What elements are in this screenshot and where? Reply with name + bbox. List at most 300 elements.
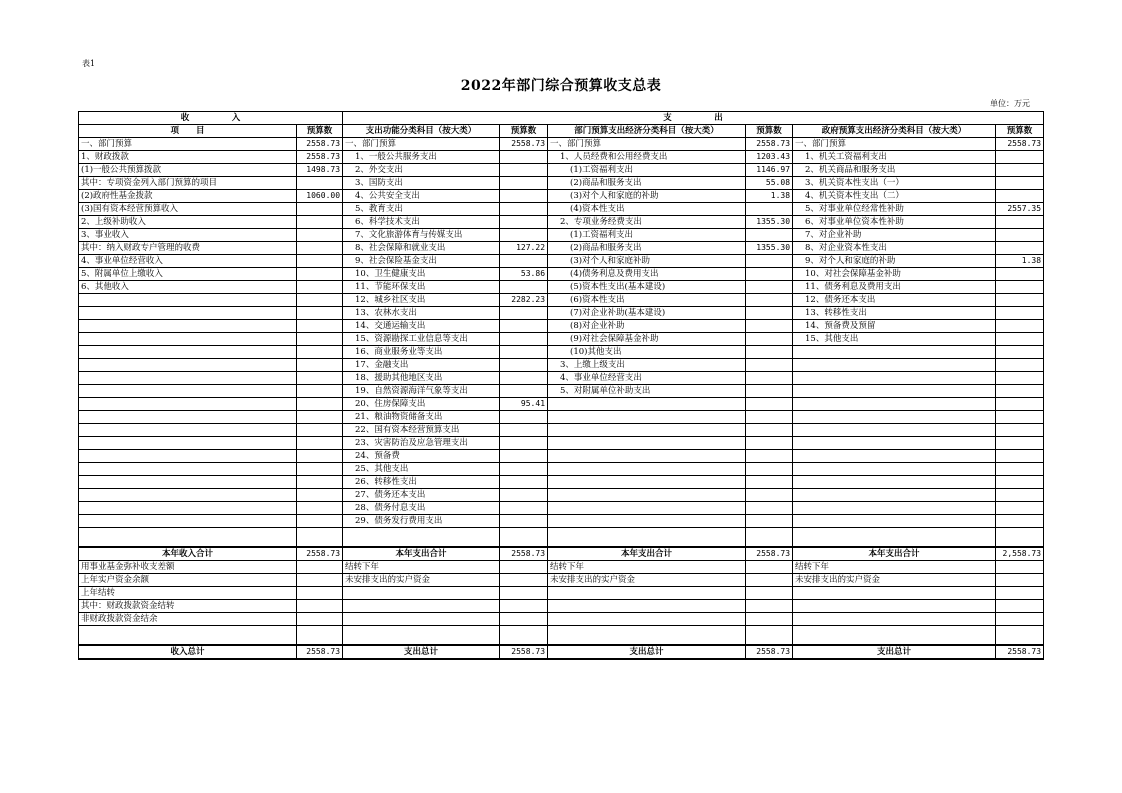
item-cell bbox=[793, 489, 996, 502]
item-cell: 15、资源勘探工业信息等支出 bbox=[343, 333, 500, 346]
item-cell bbox=[79, 294, 297, 307]
amount-cell bbox=[746, 502, 793, 515]
empty-cell bbox=[746, 626, 793, 646]
table-row bbox=[79, 372, 1044, 385]
item-cell: 21、粮油物资储备支出 bbox=[343, 411, 500, 424]
amount-cell: 1146.97 bbox=[746, 164, 793, 177]
item-cell: 其中：财政拨款资金结转 bbox=[79, 600, 297, 613]
table-row bbox=[79, 333, 1044, 346]
amount-cell bbox=[746, 587, 793, 600]
year-total-row bbox=[79, 547, 1044, 561]
amount-cell bbox=[996, 476, 1044, 489]
empty-cell bbox=[996, 528, 1044, 548]
amount-cell bbox=[297, 515, 343, 528]
item-cell: 5、对事业单位经常性补助 bbox=[793, 203, 996, 216]
item-cell bbox=[793, 398, 996, 411]
item-cell bbox=[343, 613, 500, 626]
table-row bbox=[79, 515, 1044, 528]
item-cell: 本年收入合计 bbox=[79, 547, 297, 561]
item-cell bbox=[79, 463, 297, 476]
amount-cell bbox=[996, 424, 1044, 437]
item-cell bbox=[793, 476, 996, 489]
item-cell: 13、转移性支出 bbox=[793, 307, 996, 320]
col-header: 政府预算支出经济分类科目（按大类） bbox=[793, 125, 996, 138]
amount-cell bbox=[500, 190, 548, 203]
table-row bbox=[79, 463, 1044, 476]
item-cell: 19、自然资源海洋气象等支出 bbox=[343, 385, 500, 398]
item-cell bbox=[79, 437, 297, 450]
item-cell: (2)商品和服务支出 bbox=[548, 242, 746, 255]
item-cell bbox=[793, 502, 996, 515]
item-cell bbox=[548, 411, 746, 424]
item-cell: 3、国防支出 bbox=[343, 177, 500, 190]
item-cell: 14、预备费及预留 bbox=[793, 320, 996, 333]
amount-cell bbox=[746, 268, 793, 281]
col-header: 预算数 bbox=[746, 125, 793, 138]
item-cell: 4、事业单位经营支出 bbox=[548, 372, 746, 385]
empty-cell bbox=[343, 626, 500, 646]
item-cell: 22、国有资本经营预算支出 bbox=[343, 424, 500, 437]
amount-cell bbox=[996, 398, 1044, 411]
spacer-row bbox=[79, 528, 1044, 548]
amount-cell: 1498.73 bbox=[297, 164, 343, 177]
amount-cell bbox=[996, 372, 1044, 385]
amount-cell bbox=[500, 476, 548, 489]
item-cell bbox=[793, 515, 996, 528]
col-header: 预算数 bbox=[297, 125, 343, 138]
item-cell bbox=[79, 411, 297, 424]
item-cell: 11、节能环保支出 bbox=[343, 281, 500, 294]
amount-cell bbox=[996, 307, 1044, 320]
item-cell: (1)工资福利支出 bbox=[548, 229, 746, 242]
amount-cell bbox=[500, 307, 548, 320]
amount-cell bbox=[297, 437, 343, 450]
empty-cell bbox=[746, 528, 793, 548]
amount-cell bbox=[297, 450, 343, 463]
amount-cell: 53.86 bbox=[500, 268, 548, 281]
amount-cell bbox=[297, 268, 343, 281]
amount-cell bbox=[297, 320, 343, 333]
amount-cell: 2558.73 bbox=[500, 138, 548, 151]
amount-cell bbox=[746, 561, 793, 574]
amount-cell bbox=[500, 346, 548, 359]
amount-cell: 55.08 bbox=[746, 177, 793, 190]
amount-cell bbox=[996, 450, 1044, 463]
table-row bbox=[79, 489, 1044, 502]
item-cell: (3)对个人和家庭的补助 bbox=[548, 190, 746, 203]
item-cell bbox=[793, 372, 996, 385]
amount-cell bbox=[996, 359, 1044, 372]
amount-cell bbox=[746, 294, 793, 307]
amount-cell bbox=[996, 574, 1044, 587]
table-row bbox=[79, 359, 1044, 372]
item-cell: 13、农林水支出 bbox=[343, 307, 500, 320]
amount-cell bbox=[297, 502, 343, 515]
item-cell: 26、转移性支出 bbox=[343, 476, 500, 489]
table-row bbox=[79, 587, 1044, 600]
amount-cell bbox=[746, 437, 793, 450]
table-row bbox=[79, 600, 1044, 613]
item-cell: 24、预备费 bbox=[343, 450, 500, 463]
amount-cell bbox=[746, 372, 793, 385]
amount-cell bbox=[996, 385, 1044, 398]
empty-cell bbox=[500, 626, 548, 646]
amount-cell bbox=[746, 307, 793, 320]
amount-cell bbox=[297, 229, 343, 242]
item-cell: 9、社会保险基金支出 bbox=[343, 255, 500, 268]
amount-cell bbox=[996, 600, 1044, 613]
item-cell: 用事业基金弥补收支差额 bbox=[79, 561, 297, 574]
amount-cell bbox=[996, 229, 1044, 242]
amount-cell bbox=[996, 515, 1044, 528]
amount-cell bbox=[996, 190, 1044, 203]
amount-cell: 1.38 bbox=[746, 190, 793, 203]
item-cell: 2、上级补助收入 bbox=[79, 216, 297, 229]
col-header: 预算数 bbox=[996, 125, 1044, 138]
income-header: 收 入 bbox=[79, 112, 343, 125]
amount-cell bbox=[297, 216, 343, 229]
amount-cell: 2557.35 bbox=[996, 203, 1044, 216]
item-cell: 1、机关工资福利支出 bbox=[793, 151, 996, 164]
item-cell: 一、部门预算 bbox=[793, 138, 996, 151]
item-cell bbox=[79, 307, 297, 320]
item-cell: 结转下年 bbox=[793, 561, 996, 574]
item-cell: 3、机关资本性支出（一） bbox=[793, 177, 996, 190]
amount-cell: 1203.43 bbox=[746, 151, 793, 164]
item-cell: 一、部门预算 bbox=[343, 138, 500, 151]
item-cell bbox=[79, 502, 297, 515]
table-row bbox=[79, 307, 1044, 320]
item-cell bbox=[548, 437, 746, 450]
item-cell: 支出总计 bbox=[548, 645, 746, 659]
amount-cell bbox=[746, 424, 793, 437]
amount-cell bbox=[500, 489, 548, 502]
amount-cell: 2558.73 bbox=[297, 138, 343, 151]
item-cell: 未安排支出的实户资金 bbox=[793, 574, 996, 587]
empty-cell bbox=[548, 528, 746, 548]
amount-cell bbox=[500, 450, 548, 463]
item-cell: 其中：纳入财政专户管理的收费 bbox=[79, 242, 297, 255]
item-cell: (4)资本性支出 bbox=[548, 203, 746, 216]
table-tag: 表1 bbox=[82, 59, 96, 68]
item-cell: 5、对附属单位补助支出 bbox=[548, 385, 746, 398]
item-cell: 本年支出合计 bbox=[793, 547, 996, 561]
item-cell: (2)政府性基金拨款 bbox=[79, 190, 297, 203]
table-row bbox=[79, 281, 1044, 294]
item-cell: 25、其他支出 bbox=[343, 463, 500, 476]
item-cell: (2)商品和服务支出 bbox=[548, 177, 746, 190]
item-cell bbox=[548, 489, 746, 502]
item-cell: 上年实户资金余额 bbox=[79, 574, 297, 587]
amount-cell bbox=[500, 164, 548, 177]
amount-cell bbox=[996, 613, 1044, 626]
amount-cell: 1355.30 bbox=[746, 242, 793, 255]
amount-cell bbox=[996, 294, 1044, 307]
expense-header: 支 出 bbox=[343, 112, 1044, 125]
page-title: 2022年部门综合预算收支总表 bbox=[460, 78, 662, 94]
empty-cell bbox=[996, 626, 1044, 646]
table-row bbox=[79, 320, 1044, 333]
amount-cell bbox=[500, 424, 548, 437]
item-cell: 17、金融支出 bbox=[343, 359, 500, 372]
table-row bbox=[79, 346, 1044, 359]
item-cell: 2、外交支出 bbox=[343, 164, 500, 177]
item-cell bbox=[548, 502, 746, 515]
amount-cell bbox=[297, 242, 343, 255]
amount-cell: 2282.23 bbox=[500, 294, 548, 307]
item-cell bbox=[79, 515, 297, 528]
empty-cell bbox=[79, 528, 297, 548]
item-cell: (7)对企业补助(基本建设) bbox=[548, 307, 746, 320]
amount-cell bbox=[746, 255, 793, 268]
item-cell: 1、人员经费和公用经费支出 bbox=[548, 151, 746, 164]
amount-cell: 2558.73 bbox=[996, 645, 1044, 659]
amount-cell bbox=[746, 489, 793, 502]
item-cell bbox=[343, 600, 500, 613]
item-cell: 6、科学技术支出 bbox=[343, 216, 500, 229]
item-cell: 10、对社会保障基金补助 bbox=[793, 268, 996, 281]
amount-cell bbox=[996, 346, 1044, 359]
table-row bbox=[79, 190, 1044, 203]
amount-cell: 2558.73 bbox=[746, 645, 793, 659]
item-cell: 4、机关资本性支出（二） bbox=[793, 190, 996, 203]
item-cell: 本年支出合计 bbox=[343, 547, 500, 561]
amount-cell bbox=[500, 502, 548, 515]
item-cell: 5、教育支出 bbox=[343, 203, 500, 216]
item-cell bbox=[793, 411, 996, 424]
unit-label: 单位：万元 bbox=[990, 99, 1030, 108]
item-cell: 7、对企业补助 bbox=[793, 229, 996, 242]
item-cell bbox=[548, 398, 746, 411]
amount-cell bbox=[746, 385, 793, 398]
item-cell: (1)一般公共预算拨款 bbox=[79, 164, 297, 177]
item-cell bbox=[79, 489, 297, 502]
amount-cell bbox=[996, 411, 1044, 424]
item-cell: 支出总计 bbox=[793, 645, 996, 659]
amount-cell bbox=[500, 600, 548, 613]
amount-cell bbox=[746, 411, 793, 424]
item-cell: 6、其他收入 bbox=[79, 281, 297, 294]
item-cell: 收入总计 bbox=[79, 645, 297, 659]
item-cell bbox=[343, 587, 500, 600]
amount-cell bbox=[996, 281, 1044, 294]
item-cell bbox=[548, 613, 746, 626]
table-row bbox=[79, 476, 1044, 489]
table-row bbox=[79, 613, 1044, 626]
amount-cell bbox=[297, 600, 343, 613]
amount-cell: 1.38 bbox=[996, 255, 1044, 268]
amount-cell: 2,558.73 bbox=[996, 547, 1044, 561]
item-cell bbox=[79, 424, 297, 437]
item-cell: 结转下年 bbox=[548, 561, 746, 574]
item-cell: 非财政拨款资金结余 bbox=[79, 613, 297, 626]
empty-cell bbox=[297, 528, 343, 548]
amount-cell bbox=[500, 613, 548, 626]
amount-cell bbox=[746, 476, 793, 489]
item-cell: 1、财政拨款 bbox=[79, 151, 297, 164]
item-cell bbox=[548, 424, 746, 437]
item-cell: 4、公共安全支出 bbox=[343, 190, 500, 203]
item-cell: (6)资本性支出 bbox=[548, 294, 746, 307]
item-cell: (5)资本性支出(基本建设) bbox=[548, 281, 746, 294]
item-cell bbox=[793, 385, 996, 398]
amount-cell bbox=[297, 411, 343, 424]
item-cell: (4)债务利息及费用支出 bbox=[548, 268, 746, 281]
amount-cell bbox=[500, 463, 548, 476]
amount-cell bbox=[996, 216, 1044, 229]
amount-cell bbox=[500, 216, 548, 229]
item-cell: 11、债务利息及费用支出 bbox=[793, 281, 996, 294]
amount-cell bbox=[297, 398, 343, 411]
grand-total-row bbox=[79, 645, 1044, 659]
item-cell: 2、专项业务经费支出 bbox=[548, 216, 746, 229]
amount-cell bbox=[996, 489, 1044, 502]
amount-cell: 2558.73 bbox=[297, 645, 343, 659]
table-row bbox=[79, 294, 1044, 307]
amount-cell bbox=[297, 385, 343, 398]
item-cell: 14、交通运输支出 bbox=[343, 320, 500, 333]
item-cell bbox=[793, 600, 996, 613]
item-cell: 20、住房保障支出 bbox=[343, 398, 500, 411]
amount-cell bbox=[996, 463, 1044, 476]
item-cell bbox=[548, 450, 746, 463]
item-cell: 23、灾害防治及应急管理支出 bbox=[343, 437, 500, 450]
amount-cell bbox=[996, 437, 1044, 450]
item-cell: 2、机关商品和服务支出 bbox=[793, 164, 996, 177]
item-cell bbox=[793, 463, 996, 476]
item-cell: 12、城乡社区支出 bbox=[343, 294, 500, 307]
amount-cell bbox=[996, 502, 1044, 515]
amount-cell bbox=[996, 177, 1044, 190]
empty-cell bbox=[793, 528, 996, 548]
amount-cell: 2558.73 bbox=[746, 547, 793, 561]
amount-cell bbox=[500, 561, 548, 574]
amount-cell bbox=[297, 613, 343, 626]
item-cell bbox=[79, 359, 297, 372]
amount-cell bbox=[297, 372, 343, 385]
item-cell: 6、对事业单位资本性补助 bbox=[793, 216, 996, 229]
amount-cell bbox=[996, 320, 1044, 333]
amount-cell bbox=[746, 613, 793, 626]
amount-cell bbox=[297, 333, 343, 346]
amount-cell bbox=[297, 307, 343, 320]
empty-cell bbox=[297, 626, 343, 646]
item-cell bbox=[548, 600, 746, 613]
empty-cell bbox=[343, 528, 500, 548]
table-row bbox=[79, 561, 1044, 574]
amount-cell bbox=[500, 320, 548, 333]
amount-cell bbox=[297, 281, 343, 294]
amount-cell bbox=[500, 333, 548, 346]
item-cell bbox=[79, 385, 297, 398]
amount-cell bbox=[746, 346, 793, 359]
item-cell: 4、事业单位经营收入 bbox=[79, 255, 297, 268]
table-row bbox=[79, 242, 1044, 255]
item-cell: 未安排支出的实户资金 bbox=[343, 574, 500, 587]
amount-cell bbox=[297, 177, 343, 190]
item-cell: 7、文化旅游体育与传媒支出 bbox=[343, 229, 500, 242]
item-cell: 上年结转 bbox=[79, 587, 297, 600]
amount-cell bbox=[500, 437, 548, 450]
amount-cell bbox=[746, 333, 793, 346]
amount-cell bbox=[500, 229, 548, 242]
table-row bbox=[79, 164, 1044, 177]
item-cell: 18、援助其他地区支出 bbox=[343, 372, 500, 385]
amount-cell bbox=[996, 242, 1044, 255]
item-cell: 支出总计 bbox=[343, 645, 500, 659]
amount-cell bbox=[746, 463, 793, 476]
table-row bbox=[79, 268, 1044, 281]
item-cell: 16、商业服务业等支出 bbox=[343, 346, 500, 359]
table-row bbox=[79, 574, 1044, 587]
amount-cell bbox=[297, 255, 343, 268]
item-cell: 15、其他支出 bbox=[793, 333, 996, 346]
amount-cell bbox=[746, 600, 793, 613]
amount-cell bbox=[996, 164, 1044, 177]
amount-cell bbox=[297, 587, 343, 600]
amount-cell bbox=[297, 574, 343, 587]
table-row bbox=[79, 385, 1044, 398]
item-cell bbox=[793, 587, 996, 600]
item-cell bbox=[79, 450, 297, 463]
item-cell: (10)其他支出 bbox=[548, 346, 746, 359]
table-row bbox=[79, 255, 1044, 268]
item-cell: 8、社会保障和就业支出 bbox=[343, 242, 500, 255]
amount-cell bbox=[746, 203, 793, 216]
amount-cell: 2558.73 bbox=[500, 645, 548, 659]
table-row bbox=[79, 203, 1044, 216]
item-cell bbox=[548, 463, 746, 476]
amount-cell: 2558.73 bbox=[500, 547, 548, 561]
amount-cell: 127.22 bbox=[500, 242, 548, 255]
item-cell bbox=[548, 587, 746, 600]
table-row bbox=[79, 450, 1044, 463]
item-cell: 一、部门预算 bbox=[548, 138, 746, 151]
item-cell bbox=[548, 476, 746, 489]
item-cell: 1、一般公共服务支出 bbox=[343, 151, 500, 164]
amount-cell: 95.41 bbox=[500, 398, 548, 411]
amount-cell bbox=[746, 398, 793, 411]
amount-cell bbox=[297, 346, 343, 359]
amount-cell bbox=[746, 229, 793, 242]
amount-cell bbox=[746, 359, 793, 372]
amount-cell bbox=[996, 561, 1044, 574]
item-cell bbox=[79, 476, 297, 489]
amount-cell bbox=[500, 255, 548, 268]
item-cell bbox=[548, 515, 746, 528]
amount-cell: 2558.73 bbox=[746, 138, 793, 151]
item-cell bbox=[793, 346, 996, 359]
item-cell bbox=[793, 437, 996, 450]
amount-cell bbox=[500, 177, 548, 190]
amount-cell bbox=[500, 151, 548, 164]
item-cell: 本年支出合计 bbox=[548, 547, 746, 561]
table-row bbox=[79, 229, 1044, 242]
item-cell bbox=[793, 613, 996, 626]
table-row bbox=[79, 151, 1044, 164]
table-row bbox=[79, 177, 1044, 190]
item-cell: 10、卫生健康支出 bbox=[343, 268, 500, 281]
empty-cell bbox=[793, 626, 996, 646]
item-cell bbox=[793, 359, 996, 372]
spacer-row bbox=[79, 626, 1044, 646]
item-cell: 其中：专项资金列入部门预算的项目 bbox=[79, 177, 297, 190]
amount-cell bbox=[297, 359, 343, 372]
item-cell bbox=[79, 372, 297, 385]
item-cell bbox=[79, 398, 297, 411]
amount-cell bbox=[500, 411, 548, 424]
amount-cell bbox=[746, 515, 793, 528]
